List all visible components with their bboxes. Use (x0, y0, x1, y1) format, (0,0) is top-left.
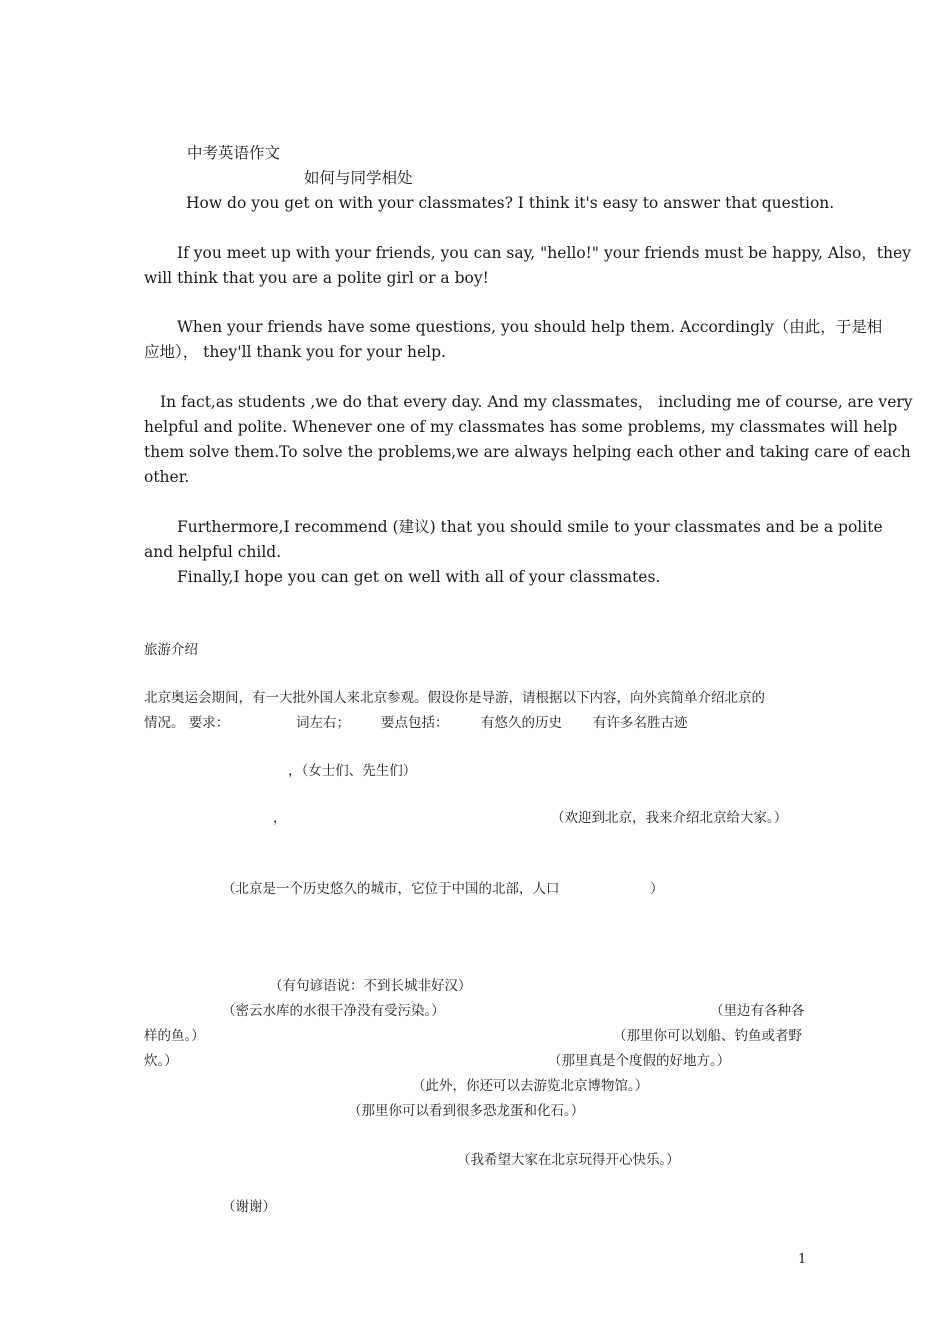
blank-hint: （我希望大家在北京玩得开心快乐。） (457, 1152, 680, 1168)
essay-line: In fact,as students ,we do that every day. And my classmates， including me of course, are very (160, 393, 913, 411)
essay-line: When your friends have some questions, you should help them. Accordingly（由此，于是相 (177, 318, 883, 336)
blank-hint: （里边有各种各 (710, 1003, 805, 1019)
essay-line: other. (144, 468, 190, 486)
travel-prompt-item: 情况。 要求： (144, 715, 230, 731)
blank-hint: （此外，你还可以去游览北京博物馆。） (412, 1078, 649, 1094)
essay-line: helpful and polite. Whenever one of my classmates has some problems, my classmates will help (144, 418, 898, 436)
blank-hint: 样的鱼。） (144, 1028, 205, 1044)
blank-hint: （那里你可以看到很多恐龙蛋和化石。） (348, 1103, 585, 1119)
blank-hint: （有句谚语说：不到长城非好汉） (269, 978, 472, 994)
blank-hint: （欢迎到北京，我来介绍北京给大家。） (551, 810, 788, 826)
blank-hint: ，（女士们、先生们） (288, 763, 417, 779)
blank-hint: （那里真是个度假的好地方。） (548, 1053, 731, 1069)
blank-hint: （北京是一个历史悠久的城市，它位于中国的北部，人口 (222, 881, 560, 897)
blank-hint: （谢谢） (222, 1199, 276, 1215)
essay-line: Furthermore,I recommend (建议) that you should smile to your classmates and be a polite (177, 518, 883, 536)
essay-line: 应地）， they'll thank you for your help. (144, 343, 446, 361)
blank-hint: ， (273, 810, 287, 826)
essay-title: 如何与同学相处 (304, 169, 413, 187)
travel-prompt-item: 词左右； (296, 715, 350, 731)
travel-heading: 旅游介绍 (144, 642, 198, 658)
essay-heading: 中考英语作文 (187, 144, 281, 162)
essay-line: and helpful child. (144, 543, 282, 561)
blank-hint: （那里你可以划船、钓鱼或者野 (613, 1028, 802, 1044)
travel-prompt-item: 要点包括： (381, 715, 449, 731)
blank-hint: （密云水库的水很干净没有受污染。） (222, 1003, 445, 1019)
essay-line: will think that you are a polite girl or a boy! (144, 269, 489, 287)
blank-hint: ） (650, 881, 664, 897)
essay-line: How do you get on with your classmates? I think it's easy to answer that question. (186, 194, 835, 212)
blank-hint: 炊。） (144, 1053, 178, 1069)
essay-line: Finally,I hope you can get on well with all of your classmates. (177, 568, 661, 586)
page-number: 1 (798, 1252, 807, 1267)
essay-line: If you meet up with your friends, you can say, "hello!" your friends must be happy, Also，they (177, 244, 911, 262)
travel-prompt-item: 有许多名胜古迹 (593, 715, 688, 731)
essay-line: them solve them.To solve the problems,we are always helping each other and taking care of each (144, 443, 911, 461)
travel-prompt-line: 北京奥运会期间，有一大批外国人来北京参观。假设你是导游，请根据以下内容，向外宾简单介绍北京的 (144, 690, 765, 706)
travel-prompt-item: 有悠久的历史 (481, 715, 562, 731)
